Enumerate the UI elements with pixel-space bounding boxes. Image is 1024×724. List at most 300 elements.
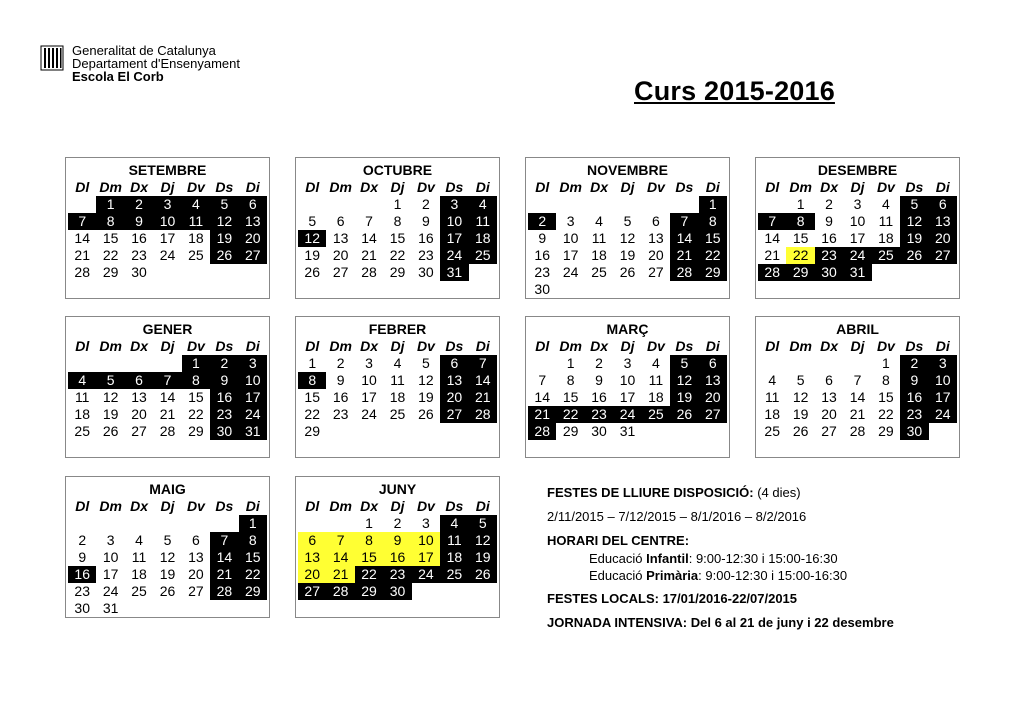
day-cell: 10 <box>239 372 267 389</box>
day-cell: 11 <box>648 372 664 388</box>
day-cell: 31 <box>843 264 871 281</box>
day-cell: 3 <box>566 213 575 229</box>
day-cell: 24 <box>239 406 267 423</box>
day-cell: 17 <box>102 566 119 582</box>
weekday-header: Dl <box>305 338 320 354</box>
infantil-label: Educació <box>589 551 643 566</box>
weekday-header: Dm <box>559 338 582 354</box>
day-cell: 8 <box>355 532 383 549</box>
day-cell: 25 <box>469 247 497 264</box>
day-cell: 1 <box>796 196 805 212</box>
day-cell: 7 <box>365 213 373 229</box>
infantil-bold: Infantil <box>646 551 689 566</box>
weekday-header: Ds <box>445 338 464 354</box>
day-cell: 23 <box>210 406 238 423</box>
day-cell: 24 <box>361 406 377 422</box>
weekday-header: Dl <box>765 338 780 354</box>
day-cell: 19 <box>670 389 698 406</box>
day-cell: 30 <box>418 264 434 280</box>
weekday-header: Dv <box>416 498 435 514</box>
day-cell: 2 <box>528 213 556 230</box>
day-cell: 27 <box>131 423 147 439</box>
day-cell: 31 <box>102 600 119 616</box>
day-cell: 3 <box>929 355 957 372</box>
day-cell: 26 <box>670 406 698 423</box>
day-cell: 25 <box>389 406 406 422</box>
day-cell: 15 <box>562 389 579 405</box>
day-cell: 5 <box>796 372 805 388</box>
day-cell: 15 <box>239 549 267 566</box>
day-cell: 23 <box>383 566 411 583</box>
day-cell: 10 <box>619 372 636 388</box>
day-cell: 14 <box>849 389 866 405</box>
day-cell: 1 <box>882 355 890 371</box>
day-cell: 23 <box>332 406 349 422</box>
day-cell: 10 <box>562 230 579 246</box>
day-cell: 17 <box>440 230 468 247</box>
day-cell: 29 <box>239 583 267 600</box>
day-cell: 8 <box>566 372 575 388</box>
weekday-header: Dv <box>876 179 895 195</box>
day-cell: 6 <box>192 532 200 548</box>
jornada-intensiva <box>547 614 1007 632</box>
day-cell: 17 <box>929 389 957 406</box>
day-cell: 4 <box>882 196 890 212</box>
weekday-header: Dm <box>329 498 352 514</box>
weekday-header: Dm <box>99 179 122 195</box>
day-cell: 9 <box>78 549 87 565</box>
month-grid <box>758 338 957 440</box>
weekday-header: Dx <box>130 498 149 514</box>
day-cell: 28 <box>326 583 354 600</box>
day-cell: 23 <box>585 406 613 423</box>
day-cell: 14 <box>764 230 780 246</box>
day-cell: 11 <box>764 389 780 405</box>
day-cell: 5 <box>163 532 172 548</box>
day-cell: 22 <box>699 247 727 264</box>
day-cell: 28 <box>159 423 176 439</box>
day-cell: 22 <box>239 566 267 583</box>
day-cell: 25 <box>764 423 780 439</box>
day-cell: 19 <box>210 230 238 247</box>
day-cell: 30 <box>131 264 147 280</box>
day-cell: 7 <box>853 372 862 388</box>
day-cell: 26 <box>418 406 434 422</box>
day-cell: 5 <box>623 213 632 229</box>
day-cell: 14 <box>326 549 354 566</box>
day-cell: 30 <box>74 600 90 616</box>
day-cell: 13 <box>298 549 326 566</box>
empty-cell <box>528 355 556 372</box>
day-cell: 20 <box>648 247 664 263</box>
day-cell: 17 <box>239 389 267 406</box>
weekday-header: Dm <box>329 179 352 195</box>
weekday-header: Ds <box>445 179 464 195</box>
day-cell: 1 <box>182 355 210 372</box>
day-cell: 1 <box>393 196 402 212</box>
day-cell: 28 <box>74 264 90 280</box>
weekday-header: Di <box>475 498 490 514</box>
day-cell: 20 <box>298 566 326 583</box>
day-cell: 1 <box>699 196 727 213</box>
weekday-header: Dl <box>765 179 780 195</box>
day-cell: 8 <box>298 372 326 389</box>
weekday-header: Dx <box>130 338 149 354</box>
day-cell: 4 <box>652 355 660 371</box>
day-cell: 11 <box>878 213 894 229</box>
weekday-header: Dj <box>850 179 865 195</box>
empty-cell <box>613 196 641 213</box>
day-cell: 18 <box>878 230 894 246</box>
info-panel <box>547 484 1007 632</box>
day-cell: 1 <box>566 355 575 371</box>
day-cell: 9 <box>825 213 833 229</box>
day-cell: 28 <box>210 583 238 600</box>
day-cell: 7 <box>210 532 238 549</box>
month-novembre <box>525 157 730 299</box>
day-cell: 29 <box>699 264 727 281</box>
day-cell: 1 <box>308 355 317 371</box>
empty-cell <box>786 355 814 372</box>
day-cell: 4 <box>595 213 603 229</box>
day-cell: 14 <box>74 230 90 246</box>
day-cell: 17 <box>412 549 440 566</box>
day-cell: 9 <box>595 372 603 388</box>
day-cell: 4 <box>68 372 96 389</box>
day-cell: 30 <box>534 281 550 297</box>
weekday-header: Dj <box>620 338 635 354</box>
day-cell: 5 <box>670 355 698 372</box>
weekday-header: Dj <box>390 179 405 195</box>
day-cell: 20 <box>332 247 349 263</box>
day-cell: 7 <box>758 213 786 230</box>
day-cell: 24 <box>613 406 641 423</box>
day-cell: 20 <box>440 389 468 406</box>
weekday-header: Di <box>245 179 260 195</box>
day-cell: 23 <box>74 583 90 599</box>
primaria-label: Educació <box>589 568 643 583</box>
day-cell: 8 <box>882 372 890 388</box>
day-cell: 5 <box>308 213 317 229</box>
day-cell: 3 <box>106 532 115 548</box>
day-cell: 12 <box>298 230 326 247</box>
day-cell: 4 <box>135 532 143 548</box>
weekday-header: Dl <box>75 498 90 514</box>
day-cell: 13 <box>131 389 147 405</box>
month-name: MARÇ <box>606 321 649 337</box>
day-cell: 30 <box>591 423 607 439</box>
day-cell: 11 <box>74 389 90 405</box>
weekday-header: Di <box>475 179 490 195</box>
day-cell: 19 <box>469 549 497 566</box>
horari-infantil <box>547 550 1007 567</box>
day-cell: 8 <box>96 213 124 230</box>
day-cell: 26 <box>900 247 928 264</box>
day-cell: 6 <box>239 196 267 213</box>
day-cell: 28 <box>758 264 786 281</box>
weekday-header: Di <box>705 179 720 195</box>
day-cell: 6 <box>440 355 468 372</box>
weekday-header: Dv <box>186 498 205 514</box>
weekday-header: Dj <box>160 179 175 195</box>
day-cell: 12 <box>469 532 497 549</box>
day-cell: 18 <box>131 566 147 582</box>
day-cell: 28 <box>361 264 377 280</box>
weekday-header: Dm <box>789 338 812 354</box>
month-name: GENER <box>142 321 193 337</box>
day-cell: 8 <box>786 213 814 230</box>
day-cell: 21 <box>326 566 354 583</box>
empty-cell <box>326 515 354 532</box>
day-cell: 10 <box>440 213 468 230</box>
day-cell: 29 <box>389 264 406 280</box>
day-cell: 27 <box>239 247 267 264</box>
day-cell: 22 <box>786 247 814 264</box>
day-cell: 2 <box>210 355 238 372</box>
day-cell: 4 <box>768 372 777 388</box>
day-cell: 3 <box>153 196 181 213</box>
day-cell: 23 <box>534 264 550 280</box>
month-gener <box>65 316 270 458</box>
day-cell: 16 <box>591 389 607 405</box>
weekday-header: Dl <box>75 179 90 195</box>
day-cell: 13 <box>699 372 727 389</box>
day-cell: 24 <box>159 247 176 263</box>
weekday-header: Dv <box>646 179 665 195</box>
month-name: FEBRER <box>368 321 427 337</box>
day-cell: 18 <box>74 406 90 422</box>
day-cell: 23 <box>815 247 843 264</box>
weekday-header: Dx <box>360 338 379 354</box>
month-maig <box>65 476 270 618</box>
day-cell: 9 <box>125 213 153 230</box>
month-name: ABRIL <box>836 321 879 337</box>
day-cell: 14 <box>670 230 698 247</box>
day-cell: 22 <box>102 247 119 263</box>
empty-cell <box>556 196 584 213</box>
day-cell: 9 <box>538 230 547 246</box>
empty-cell <box>125 515 153 532</box>
day-cell: 6 <box>825 372 833 388</box>
day-cell: 21 <box>764 247 780 263</box>
weekday-header: Dv <box>416 179 435 195</box>
day-cell: 12 <box>900 213 928 230</box>
day-cell: 29 <box>188 423 204 439</box>
day-cell: 28 <box>469 406 497 423</box>
day-cell: 27 <box>188 583 204 599</box>
day-cell: 27 <box>332 264 349 280</box>
weekday-header: Ds <box>215 179 234 195</box>
month-name: JUNY <box>378 481 417 497</box>
day-cell: 11 <box>182 213 210 230</box>
day-cell: 2 <box>595 355 603 371</box>
day-cell: 2 <box>393 515 402 531</box>
day-cell: 11 <box>591 230 607 246</box>
day-cell: 16 <box>68 566 96 583</box>
day-cell: 23 <box>900 406 928 423</box>
weekday-header: Dm <box>789 179 812 195</box>
day-cell: 12 <box>159 549 176 565</box>
weekday-header: Dx <box>590 338 609 354</box>
day-cell: 12 <box>670 372 698 389</box>
day-cell: 3 <box>422 515 430 531</box>
day-cell: 29 <box>786 264 814 281</box>
horari-title: HORARI DEL CENTRE: <box>547 533 690 548</box>
day-cell: 30 <box>383 583 411 600</box>
day-cell: 24 <box>412 566 440 583</box>
day-cell: 15 <box>102 230 119 246</box>
day-cell: 20 <box>699 389 727 406</box>
weekday-header: Dv <box>186 338 205 354</box>
day-cell: 7 <box>326 532 354 549</box>
month-grid <box>758 179 957 281</box>
day-cell: 27 <box>821 423 837 439</box>
day-cell: 16 <box>131 230 147 246</box>
weekday-header: Dx <box>590 179 609 195</box>
day-cell: 19 <box>304 247 320 263</box>
day-cell: 5 <box>422 355 430 371</box>
festes-locals-title: FESTES LOCALS <box>547 591 655 606</box>
day-cell: 23 <box>418 247 434 263</box>
empty-cell <box>153 355 181 372</box>
day-cell: 21 <box>469 389 497 406</box>
day-cell: 10 <box>849 213 866 229</box>
empty-cell <box>585 196 613 213</box>
weekday-header: Di <box>935 179 950 195</box>
day-cell: 2 <box>125 196 153 213</box>
day-cell: 31 <box>239 423 267 440</box>
day-cell: 19 <box>792 406 809 422</box>
empty-cell <box>355 196 383 213</box>
day-cell: 26 <box>210 247 238 264</box>
day-cell: 10 <box>929 372 957 389</box>
empty-cell <box>298 515 326 532</box>
weekday-header: Dl <box>535 179 550 195</box>
day-cell: 19 <box>418 389 434 405</box>
day-cell: 20 <box>188 566 204 582</box>
weekday-header: Dj <box>390 498 405 514</box>
day-cell: 9 <box>383 532 411 549</box>
day-cell: 26 <box>304 264 320 280</box>
primaria-hours: : 9:00-12:30 i 15:00-16:30 <box>698 568 848 583</box>
primaria-bold: Primària <box>646 568 699 583</box>
day-cell: 22 <box>556 406 584 423</box>
header <box>40 44 240 83</box>
month-name: OCTUBRE <box>362 162 433 178</box>
day-cell: 4 <box>440 515 468 532</box>
month-grid <box>298 338 497 440</box>
empty-cell <box>298 196 326 213</box>
empty-cell <box>96 515 124 532</box>
day-cell: 15 <box>792 230 809 246</box>
day-cell: 16 <box>418 230 434 246</box>
day-cell: 28 <box>528 423 556 440</box>
jornada-title: JORNADA INTENSIVA: <box>547 615 688 630</box>
day-cell: 16 <box>534 247 550 263</box>
month-name: MAIG <box>149 481 186 497</box>
day-cell: 15 <box>188 389 204 405</box>
month-grid <box>528 338 727 440</box>
weekday-header: Dv <box>876 338 895 354</box>
day-cell: 27 <box>440 406 468 423</box>
day-cell: 18 <box>764 406 780 422</box>
day-cell: 3 <box>239 355 267 372</box>
day-cell: 10 <box>102 549 119 565</box>
day-cell: 26 <box>792 423 809 439</box>
weekday-header: Dv <box>416 338 435 354</box>
day-cell: 9 <box>422 213 430 229</box>
day-cell: 25 <box>74 423 90 439</box>
weekday-header: Di <box>245 338 260 354</box>
day-cell: 18 <box>648 389 664 405</box>
day-cell: 15 <box>878 389 894 405</box>
day-cell: 14 <box>361 230 377 246</box>
day-cell: 4 <box>469 196 497 213</box>
day-cell: 18 <box>440 549 468 566</box>
day-cell: 16 <box>383 549 411 566</box>
weekday-header: Dx <box>360 498 379 514</box>
day-cell: 14 <box>159 389 176 405</box>
day-cell: 20 <box>929 230 957 247</box>
empty-cell <box>125 355 153 372</box>
weekday-header: Di <box>705 338 720 354</box>
empty-cell <box>758 355 786 372</box>
empty-cell <box>210 515 238 532</box>
empty-cell <box>642 196 670 213</box>
day-cell: 21 <box>74 247 90 263</box>
month-juny <box>295 476 500 618</box>
day-cell: 29 <box>304 423 320 439</box>
day-cell: 7 <box>538 372 547 388</box>
day-cell: 9 <box>210 372 238 389</box>
day-cell: 24 <box>102 583 119 599</box>
day-cell: 21 <box>528 406 556 423</box>
day-cell: 3 <box>853 196 862 212</box>
day-cell: 22 <box>188 406 204 422</box>
month-grid <box>298 179 497 281</box>
day-cell: 5 <box>210 196 238 213</box>
weekday-header: Dj <box>620 179 635 195</box>
month-grid <box>68 498 267 617</box>
day-cell: 10 <box>153 213 181 230</box>
day-cell: 6 <box>336 213 345 229</box>
festes-lliure-dates: 2/11/2015 – 7/12/2015 – 8/1/2016 – 8/2/2016 <box>547 509 807 524</box>
day-cell: 6 <box>929 196 957 213</box>
day-cell: 27 <box>699 406 727 423</box>
weekday-header: Dm <box>99 338 122 354</box>
day-cell: 3 <box>365 355 373 371</box>
weekday-header: Dj <box>390 338 405 354</box>
empty-cell <box>758 196 786 213</box>
day-cell: 14 <box>534 389 550 405</box>
day-cell: 8 <box>182 372 210 389</box>
weekday-header: Dl <box>75 338 90 354</box>
weekday-header: Dm <box>99 498 122 514</box>
day-cell: 23 <box>131 247 147 263</box>
day-cell: 13 <box>188 549 204 565</box>
day-cell: 11 <box>390 372 405 388</box>
day-cell: 16 <box>821 230 837 246</box>
school-name: Escola El Corb <box>72 69 164 84</box>
day-cell: 5 <box>469 515 497 532</box>
day-cell: 6 <box>652 213 660 229</box>
day-cell: 12 <box>418 372 434 388</box>
day-cell: 28 <box>849 423 866 439</box>
day-cell: 18 <box>591 247 607 263</box>
day-cell: 11 <box>469 213 497 230</box>
day-cell: 30 <box>210 423 238 440</box>
day-cell: 14 <box>469 372 497 389</box>
